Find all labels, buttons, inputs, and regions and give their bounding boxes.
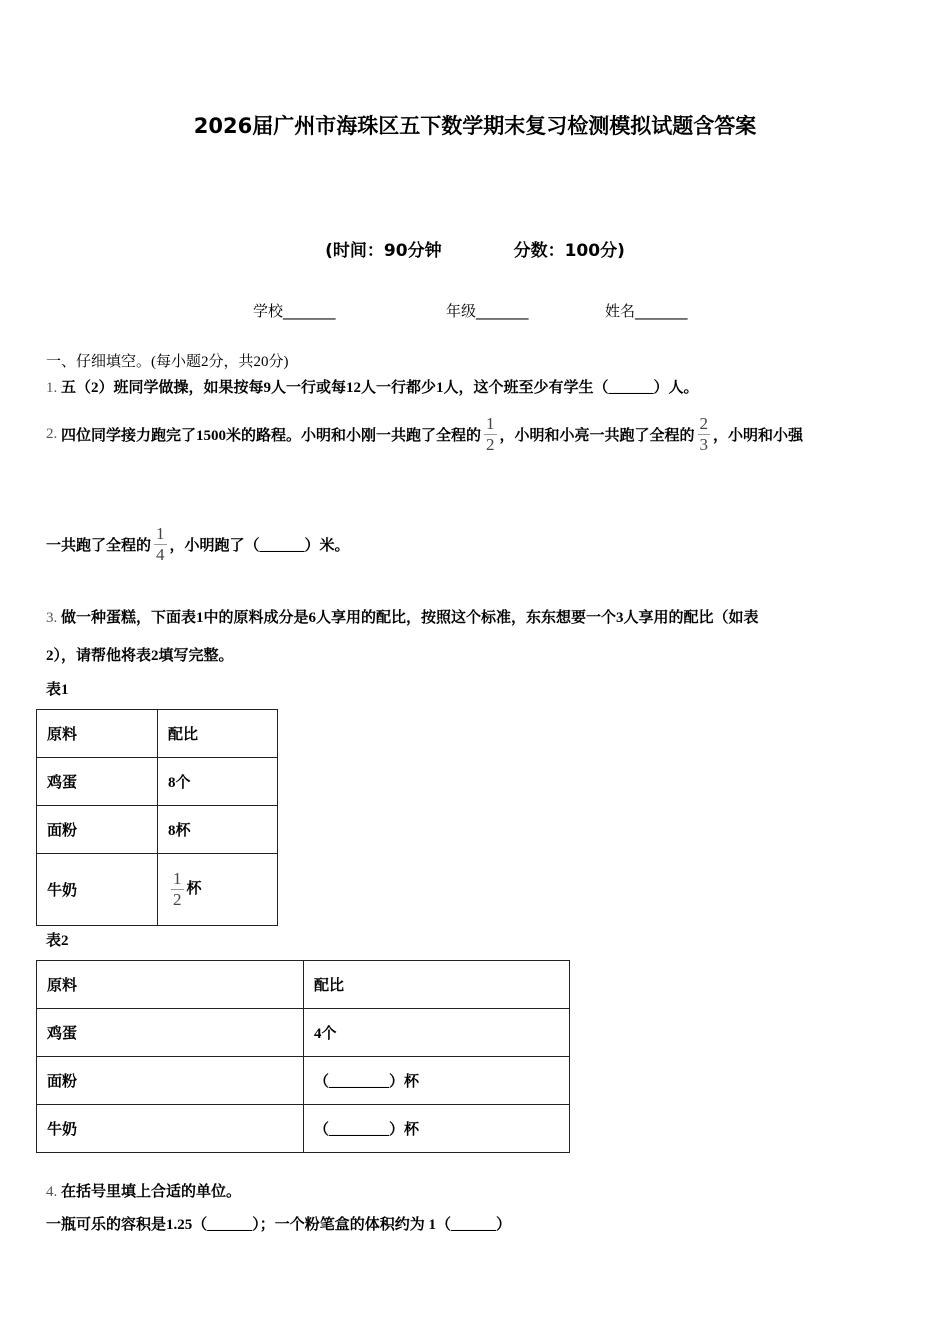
table-cell: 8个 [158,758,278,806]
table-row [37,710,278,758]
grade-field[interactable] [446,300,529,321]
question-4 [46,1180,241,1201]
table-header-cell: 配比 [304,961,570,1009]
table-cell: 4个 [304,1009,570,1057]
table-cell: 面粉 [37,1057,304,1105]
fraction: $\frac{1}{4}$ [156,524,165,564]
question-text: 五（2）班同学做操，如果按每9人一行或每12人一行都少1人，这个班至少有学生（______）人。 [61,380,699,396]
table-row [37,758,278,806]
question-text: ，小明和小强 [713,428,804,444]
question-4-cont: 一瓶可乐的容积是1.25（______）；一个粉笔盒的体积约为 1（______） [46,1217,512,1233]
table-cell: 牛奶 [37,854,158,926]
school-field[interactable] [253,300,336,321]
question-3 [46,606,759,627]
question-text: ，小明跑了（______）米。 [169,538,350,554]
question-2 [46,414,803,455]
table-row [37,1009,570,1057]
exam-meta [0,236,950,261]
fraction: $\frac{1}{2}$ [173,869,182,909]
table-row [37,1057,570,1105]
question-text: 一共跑了全程的 [46,538,152,554]
question-number: 4. [46,1184,58,1200]
score-label: 分数：100分) [513,241,625,261]
grade-blank: _______ [476,302,529,320]
table-row [37,1105,570,1153]
time-label: (时间：90分钟 [325,241,442,261]
table-header-cell: 原料 [37,710,158,758]
question-1 [46,376,699,397]
question-3-cont: 2），请帮他将表2填写完整。 [46,648,234,664]
fraction: $\frac{2}{3}$ [699,414,709,454]
table-row [37,806,278,854]
table1-caption: 表1 [46,682,69,698]
table-header-cell: 原料 [37,961,304,1009]
name-field[interactable] [605,300,688,321]
name-blank: _______ [635,302,688,320]
table-2 [36,960,570,1153]
table-cell: 8杯 [158,806,278,854]
table-row [37,961,570,1009]
table-header-cell: 配比 [158,710,278,758]
table-cell: 鸡蛋 [37,1009,304,1057]
question-2-cont [46,524,350,565]
answer-blank-cell[interactable]: （________）杯 [304,1105,570,1153]
school-blank: _______ [283,302,336,320]
question-text: 在括号里填上合适的单位。 [61,1184,242,1200]
fraction: $\frac{1}{2}$ [486,414,495,454]
table-1 [36,709,278,926]
answer-blank-cell[interactable]: （________）杯 [304,1057,570,1105]
table-cell: 牛奶 [37,1105,304,1153]
grade-label: 年级 [446,302,477,320]
question-text: ，小明和小亮一共跑了全程的 [499,428,695,444]
table-cell: 鸡蛋 [37,758,158,806]
table-cell: 面粉 [37,806,158,854]
question-number: 1. [46,380,58,396]
table-row [37,854,278,926]
question-text: 四位同学接力跑完了1500米的路程。小明和小刚一共跑了全程的 [61,428,482,444]
question-number: 2. [46,426,58,442]
document-title: 2026届广州市海珠区五下数学期末复习检测模拟试题含答案 [193,114,757,138]
question-number: 3. [46,610,58,626]
table-cell: $\frac{1}{2}$ 杯 [158,854,278,926]
question-text: 做一种蛋糕，下面表1中的原料成分是6人享用的配比，按照这个标准，东东想要一个3人享用的配比（如表 [61,610,759,626]
school-label: 学校 [253,302,284,320]
name-label: 姓名 [605,302,636,320]
section-heading: 一、仔细填空。(每小题2分，共20分) [46,354,289,370]
table2-caption: 表2 [46,933,69,949]
